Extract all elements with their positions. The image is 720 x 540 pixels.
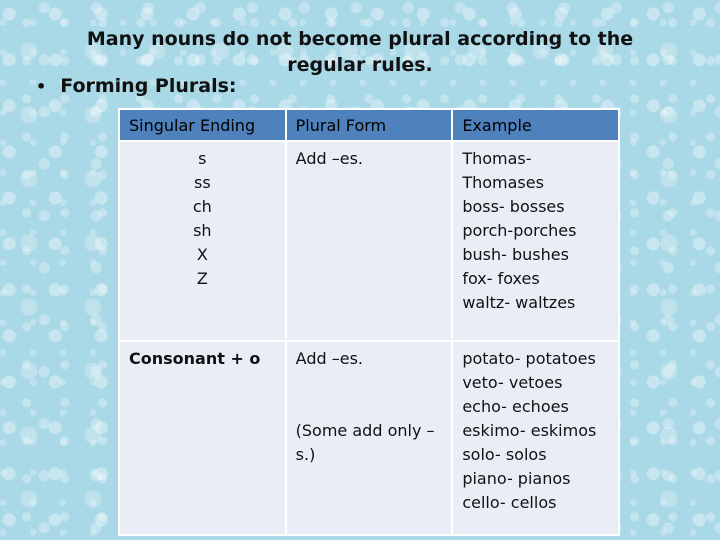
bullet-text: Forming Plurals: [60,75,237,97]
ending-item: X [196,245,208,264]
ending-item: s [198,149,207,168]
plural-rules-table [118,108,620,536]
ending-item: ch [192,197,212,216]
plural-form-note: (Some add only – s.) [295,421,435,464]
example-item: Thomas-Thomases [462,149,544,192]
table-row [119,341,619,535]
slide-title: Many nouns do not become plural according to the regular rules. [86,28,634,76]
example-item: echo- echoes [462,397,569,416]
bullet-icon: • [36,76,47,96]
example-item: fox- foxes [462,269,540,288]
example-item: porch-porches [462,221,577,240]
example-item: veto- vetoes [462,373,563,392]
ending-item: Consonant + o [129,349,261,368]
header-singular-ending: Singular Ending [119,109,286,141]
ending-item: sh [193,221,212,240]
bullet-heading [36,75,237,97]
plural-form-text: Add –es. [295,149,363,168]
plural-form-cell [286,141,453,341]
example-cell [452,141,619,341]
example-cell [452,341,619,535]
singular-ending-cell [119,141,286,341]
plural-form-cell [286,341,453,535]
example-item: solo- solos [462,445,547,464]
example-item: piano- pianos [462,469,571,488]
ending-item: Z [196,269,208,288]
header-example: Example [452,109,619,141]
example-item: eskimo- eskimos [462,421,597,440]
table-row [119,141,619,341]
ending-item: ss [193,173,211,192]
header-plural-form: Plural Form [286,109,453,141]
singular-ending-cell [119,341,286,535]
example-item: boss- bosses [462,197,565,216]
plural-form-text: Add –es. [295,349,363,368]
table-header-row [119,109,619,141]
example-item: potato- potatoes [462,349,596,368]
example-item: waltz- waltzes [462,293,576,312]
example-item: bush- bushes [462,245,569,264]
example-item: cello- cellos [462,493,557,512]
